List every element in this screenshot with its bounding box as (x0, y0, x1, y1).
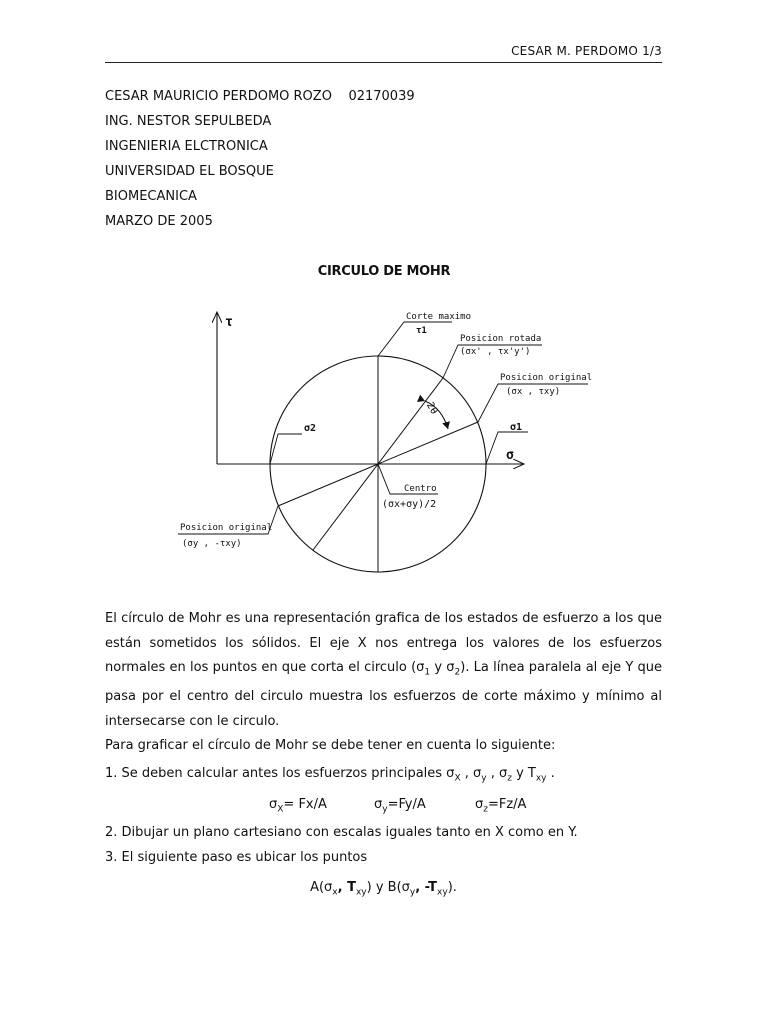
instructor-line: ING. NESTOR SEPULBEDA (105, 114, 272, 129)
header-rule (105, 62, 662, 63)
section-title: CIRCULO DE MOHR (317, 264, 451, 279)
angle-label: 2θ (423, 400, 440, 417)
equation-sx: $\sigma_X= Fx/A$ (269, 797, 327, 815)
date-line: MARZO DE 2005 (105, 214, 213, 229)
corte-maximo-leader (378, 322, 452, 356)
posicion-rotada-label: Posicion rotada (460, 334, 542, 344)
paragraph-intro: El círculo de Mohr es una representación grafica de los estados de esfuerzo a los que están sometidos los sólidos. El eje X nos entrega los valores de los esfuerzos normales en los puntos en que corta el circulo ($\sigma_1$ y $\sigma_2$). La línea paralela al eje Y que pasa por el centro del circulo muestra los esfuerzos de corte máximo y mínimo al intersecarse con le circulo. (105, 611, 662, 729)
course-line: BIOMECANICA (105, 189, 197, 204)
running-header: CESAR M. PERDOMO 1/3 (511, 44, 662, 58)
centro-formula: (σx+σy)/2 (382, 499, 437, 510)
corte-maximo-label: Corte maximo (406, 312, 472, 322)
step-1: 1. Se deben calcular antes los esfuerzos principales $\sigma_X$ , $\sigma_y$ , $\sigma_z$ y $T_{xy}$ . (105, 766, 555, 784)
tau1-label: τ1 (416, 326, 427, 336)
paragraph-instructions: Para graficar el círculo de Mohr se debe tener en cuenta lo siguiente: (105, 738, 556, 753)
sigma-axis-label: σ (506, 448, 514, 463)
posicion-rotada-coords: (σx' , τx'y') (460, 347, 531, 357)
posicion-original-bottom-coords: (σy , -τxy) (182, 539, 242, 549)
sigma2-leader (270, 434, 302, 464)
points-ab: $A(\sigma_x$, $T_{xy}$) y $B(\sigma_y$, $-T_{xy}$). (310, 880, 457, 898)
step-2: 2. Dibujar un plano cartesiano con escalas iguales tanto en X como en Y. (105, 825, 578, 840)
program-line: INGENIERIA ELCTRONICA (105, 139, 268, 154)
mohr-circle-diagram (170, 300, 600, 590)
posicion-original-bottom-label: Posicion original (180, 523, 273, 533)
equation-sy: $\sigma_y=Fy/A$ (374, 797, 426, 815)
step-3: 3. El siguiente paso es ubicar los puntos (105, 850, 368, 865)
posicion-original-top-coords: (σx , τxy) (506, 387, 561, 397)
sigma1-label: σ1 (510, 422, 523, 433)
centro-label: Centro (404, 484, 437, 494)
posicion-original-top-label: Posicion original (500, 373, 593, 383)
author-line: CESAR MAURICIO PERDOMO ROZO 02170039 (105, 89, 415, 104)
equation-sz: $\sigma_z=Fz/A$ (475, 797, 527, 815)
tau-axis-label: τ (225, 315, 233, 330)
university-line: UNIVERSIDAD EL BOSQUE (105, 164, 274, 179)
sigma2-label: σ2 (304, 423, 317, 434)
author-info-block (105, 88, 415, 238)
